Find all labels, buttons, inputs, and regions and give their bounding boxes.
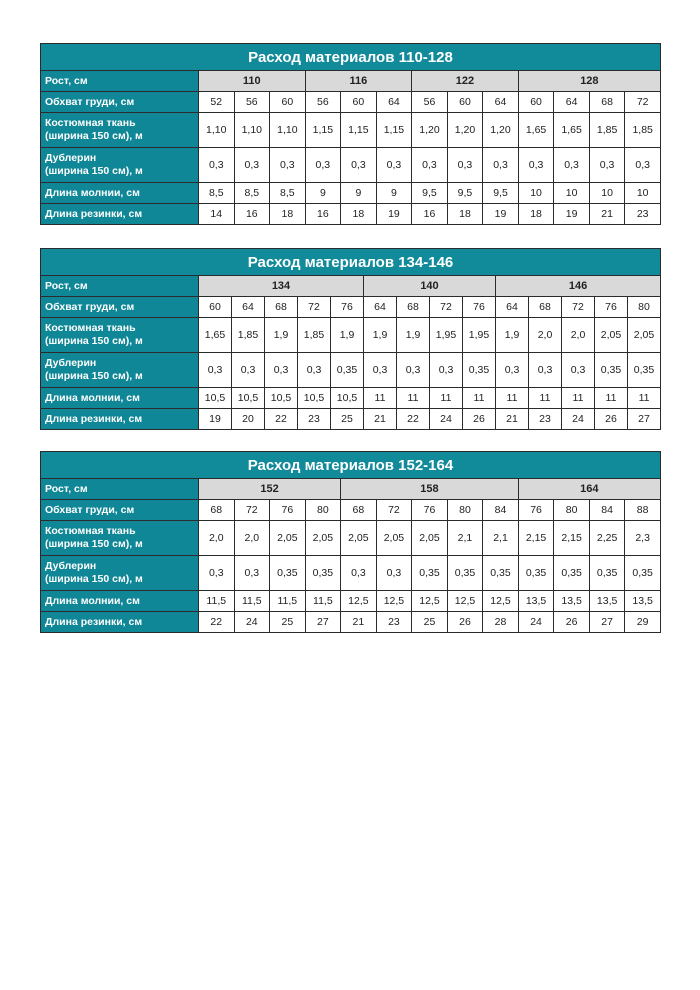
value-cell-elastic: 21 — [364, 409, 397, 430]
value-cell-chest: 64 — [376, 92, 412, 113]
row-label-text: Длина резинки, см — [45, 615, 143, 628]
row-label-chest — [41, 297, 199, 318]
value-cell-fabric: 1,85 — [232, 318, 265, 353]
value-cell-interlining: 0,3 — [364, 353, 397, 388]
value-cell-fabric: 1,85 — [589, 113, 625, 148]
value-cell-fabric: 2,15 — [518, 521, 554, 556]
value-cell-chest: 76 — [412, 500, 448, 521]
value-cell-zipper: 9 — [376, 183, 412, 204]
value-cell-chest: 72 — [376, 500, 412, 521]
row-label-text: Костюмная ткань — [45, 117, 136, 129]
value-cell-chest: 64 — [364, 297, 397, 318]
row-label-elastic — [41, 204, 199, 225]
value-cell-fabric: 1,9 — [331, 318, 364, 353]
value-cell-elastic: 16 — [412, 204, 448, 225]
value-cell-chest: 72 — [430, 297, 463, 318]
table-row — [41, 500, 661, 521]
table-row — [41, 521, 661, 556]
value-cell-chest: 76 — [270, 500, 306, 521]
row-label-text: Костюмная ткань — [45, 322, 136, 334]
value-cell-chest: 76 — [463, 297, 496, 318]
value-cell-zipper: 11,5 — [234, 591, 270, 612]
height-cell: 122 — [412, 71, 519, 92]
value-cell-interlining: 0,35 — [305, 556, 341, 591]
row-label-text: (ширина 150 см), м — [45, 130, 143, 142]
value-cell-fabric: 1,65 — [199, 318, 232, 353]
value-cell-zipper: 8,5 — [199, 183, 235, 204]
table-row — [41, 113, 661, 148]
value-cell-fabric: 1,15 — [341, 113, 377, 148]
value-cell-zipper: 9,5 — [483, 183, 519, 204]
table-row — [41, 148, 661, 183]
value-cell-fabric: 2,05 — [628, 318, 661, 353]
row-label-text: Дублерин — [45, 152, 97, 164]
value-cell-chest: 72 — [298, 297, 331, 318]
value-cell-elastic: 29 — [625, 612, 661, 633]
row-label-text: (ширина 150 см), м — [45, 538, 143, 550]
value-cell-fabric: 1,15 — [376, 113, 412, 148]
value-cell-interlining: 0,35 — [463, 353, 496, 388]
row-label-height: Рост, см — [41, 479, 199, 500]
value-cell-chest: 68 — [589, 92, 625, 113]
value-cell-fabric: 1,85 — [298, 318, 331, 353]
value-cell-elastic: 18 — [447, 204, 483, 225]
value-cell-chest: 84 — [589, 500, 625, 521]
value-cell-elastic: 27 — [589, 612, 625, 633]
value-cell-elastic: 16 — [234, 204, 270, 225]
value-cell-fabric: 2,05 — [376, 521, 412, 556]
row-label-text: (ширина 150 см), м — [45, 335, 143, 347]
value-cell-zipper: 10,5 — [199, 388, 232, 409]
value-cell-chest: 56 — [305, 92, 341, 113]
value-cell-interlining: 0,35 — [625, 556, 661, 591]
value-cell-fabric: 1,20 — [483, 113, 519, 148]
value-cell-elastic: 16 — [305, 204, 341, 225]
value-cell-elastic: 27 — [305, 612, 341, 633]
value-cell-interlining: 0,3 — [430, 353, 463, 388]
value-cell-elastic: 18 — [518, 204, 554, 225]
row-label-fabric — [41, 521, 199, 556]
height-cell: 140 — [364, 276, 496, 297]
row-label-text: Длина резинки, см — [45, 207, 143, 220]
value-cell-fabric: 2,25 — [589, 521, 625, 556]
value-cell-interlining: 0,3 — [625, 148, 661, 183]
material-table-3 — [40, 451, 661, 633]
value-cell-chest: 76 — [595, 297, 628, 318]
value-cell-zipper: 8,5 — [270, 183, 306, 204]
value-cell-chest: 84 — [483, 500, 519, 521]
value-cell-elastic: 24 — [562, 409, 595, 430]
row-label-zipper — [41, 388, 199, 409]
value-cell-interlining: 0,3 — [518, 148, 554, 183]
value-cell-fabric: 2,05 — [341, 521, 377, 556]
value-cell-chest: 56 — [234, 92, 270, 113]
value-cell-chest: 64 — [496, 297, 529, 318]
value-cell-fabric: 1,10 — [270, 113, 306, 148]
value-cell-fabric: 2,05 — [270, 521, 306, 556]
table-row — [41, 591, 661, 612]
row-label-elastic — [41, 612, 199, 633]
value-cell-zipper: 10 — [518, 183, 554, 204]
value-cell-fabric: 1,9 — [364, 318, 397, 353]
value-cell-interlining: 0,3 — [376, 148, 412, 183]
height-cell: 116 — [305, 71, 412, 92]
value-cell-chest: 60 — [270, 92, 306, 113]
table-row — [41, 353, 661, 388]
value-cell-zipper: 11,5 — [305, 591, 341, 612]
row-label-elastic — [41, 409, 199, 430]
row-label-text: Обхват груди, см — [45, 95, 135, 108]
row-label-text: (ширина 150 см), м — [45, 165, 143, 177]
value-cell-fabric: 2,05 — [305, 521, 341, 556]
row-label-fabric — [41, 318, 199, 353]
table-row — [41, 388, 661, 409]
value-cell-zipper: 10 — [589, 183, 625, 204]
value-cell-zipper: 11 — [562, 388, 595, 409]
value-cell-chest: 68 — [397, 297, 430, 318]
height-cell: 110 — [199, 71, 306, 92]
value-cell-chest: 64 — [232, 297, 265, 318]
value-cell-elastic: 26 — [463, 409, 496, 430]
value-cell-elastic: 22 — [265, 409, 298, 430]
value-cell-interlining: 0,35 — [331, 353, 364, 388]
row-label-text: Длина резинки, см — [45, 412, 143, 425]
value-cell-interlining: 0,3 — [234, 148, 270, 183]
value-cell-fabric: 1,15 — [305, 113, 341, 148]
value-cell-zipper: 12,5 — [376, 591, 412, 612]
value-cell-zipper: 9,5 — [447, 183, 483, 204]
value-cell-fabric: 2,0 — [234, 521, 270, 556]
value-cell-zipper: 11 — [595, 388, 628, 409]
value-cell-elastic: 19 — [199, 409, 232, 430]
table-title: Расход материалов 110-128 — [41, 44, 661, 71]
value-cell-elastic: 23 — [376, 612, 412, 633]
value-cell-interlining: 0,35 — [518, 556, 554, 591]
value-cell-zipper: 10 — [554, 183, 590, 204]
value-cell-interlining: 0,3 — [305, 148, 341, 183]
table-row — [41, 183, 661, 204]
value-cell-fabric: 1,9 — [397, 318, 430, 353]
height-cell: 152 — [199, 479, 341, 500]
value-cell-elastic: 20 — [232, 409, 265, 430]
value-cell-elastic: 28 — [483, 612, 519, 633]
value-cell-zipper: 10,5 — [298, 388, 331, 409]
value-cell-interlining: 0,35 — [412, 556, 448, 591]
value-cell-chest: 88 — [625, 500, 661, 521]
value-cell-interlining: 0,3 — [562, 353, 595, 388]
value-cell-interlining: 0,3 — [589, 148, 625, 183]
row-label-chest — [41, 500, 199, 521]
material-table-2 — [40, 248, 661, 430]
value-cell-elastic: 18 — [341, 204, 377, 225]
value-cell-chest: 72 — [234, 500, 270, 521]
value-cell-interlining: 0,35 — [447, 556, 483, 591]
value-cell-fabric: 1,95 — [430, 318, 463, 353]
value-cell-interlining: 0,35 — [270, 556, 306, 591]
value-cell-fabric: 2,0 — [199, 521, 235, 556]
value-cell-zipper: 10,5 — [331, 388, 364, 409]
value-cell-interlining: 0,3 — [483, 148, 519, 183]
value-cell-zipper: 8,5 — [234, 183, 270, 204]
row-label-interlining — [41, 148, 199, 183]
value-cell-zipper: 12,5 — [447, 591, 483, 612]
value-cell-fabric: 2,0 — [562, 318, 595, 353]
value-cell-interlining: 0,3 — [376, 556, 412, 591]
value-cell-interlining: 0,3 — [341, 148, 377, 183]
row-label-height: Рост, см — [41, 71, 199, 92]
value-cell-interlining: 0,3 — [496, 353, 529, 388]
value-cell-elastic: 21 — [341, 612, 377, 633]
value-cell-chest: 52 — [199, 92, 235, 113]
value-cell-chest: 60 — [199, 297, 232, 318]
value-cell-elastic: 24 — [518, 612, 554, 633]
value-cell-elastic: 25 — [412, 612, 448, 633]
value-cell-zipper: 13,5 — [589, 591, 625, 612]
row-label-chest — [41, 92, 199, 113]
value-cell-interlining: 0,3 — [270, 148, 306, 183]
value-cell-zipper: 12,5 — [412, 591, 448, 612]
value-cell-elastic: 14 — [199, 204, 235, 225]
row-label-text: (ширина 150 см), м — [45, 573, 143, 585]
value-cell-interlining: 0,3 — [412, 148, 448, 183]
value-cell-chest: 56 — [412, 92, 448, 113]
value-cell-chest: 60 — [447, 92, 483, 113]
row-label-text: Обхват груди, см — [45, 503, 135, 516]
value-cell-fabric: 1,85 — [625, 113, 661, 148]
value-cell-elastic: 25 — [331, 409, 364, 430]
value-cell-elastic: 26 — [595, 409, 628, 430]
value-cell-fabric: 1,95 — [463, 318, 496, 353]
value-cell-zipper: 9,5 — [412, 183, 448, 204]
table-row — [41, 297, 661, 318]
height-cell: 164 — [518, 479, 660, 500]
value-cell-zipper: 9 — [305, 183, 341, 204]
value-cell-interlining: 0,3 — [397, 353, 430, 388]
value-cell-zipper: 11 — [529, 388, 562, 409]
value-cell-interlining: 0,35 — [628, 353, 661, 388]
value-cell-fabric: 1,9 — [496, 318, 529, 353]
table-row — [41, 92, 661, 113]
row-label-text: Длина молнии, см — [45, 391, 140, 404]
row-label-text: Костюмная ткань — [45, 525, 136, 537]
table-title: Расход материалов 152-164 — [41, 452, 661, 479]
row-label-text: Обхват груди, см — [45, 300, 135, 313]
height-cell: 134 — [199, 276, 364, 297]
value-cell-interlining: 0,3 — [529, 353, 562, 388]
value-cell-fabric: 1,10 — [199, 113, 235, 148]
row-label-text: (ширина 150 см), м — [45, 370, 143, 382]
value-cell-zipper: 11,5 — [199, 591, 235, 612]
value-cell-interlining: 0,3 — [447, 148, 483, 183]
value-cell-chest: 80 — [447, 500, 483, 521]
value-cell-zipper: 11,5 — [270, 591, 306, 612]
value-cell-elastic: 22 — [397, 409, 430, 430]
value-cell-chest: 60 — [518, 92, 554, 113]
value-cell-zipper: 13,5 — [554, 591, 590, 612]
row-label-fabric — [41, 113, 199, 148]
value-cell-fabric: 1,65 — [554, 113, 590, 148]
value-cell-chest: 64 — [554, 92, 590, 113]
value-cell-chest: 68 — [265, 297, 298, 318]
table-row — [41, 409, 661, 430]
value-cell-fabric: 2,05 — [412, 521, 448, 556]
value-cell-fabric: 2,1 — [447, 521, 483, 556]
value-cell-fabric: 2,15 — [554, 521, 590, 556]
table-row — [41, 612, 661, 633]
value-cell-interlining: 0,35 — [589, 556, 625, 591]
row-label-interlining — [41, 556, 199, 591]
value-cell-fabric: 1,20 — [447, 113, 483, 148]
value-cell-zipper: 12,5 — [483, 591, 519, 612]
value-cell-chest: 80 — [554, 500, 590, 521]
value-cell-fabric: 2,3 — [625, 521, 661, 556]
value-cell-zipper: 11 — [364, 388, 397, 409]
value-cell-elastic: 27 — [628, 409, 661, 430]
value-cell-chest: 72 — [562, 297, 595, 318]
value-cell-fabric: 1,10 — [234, 113, 270, 148]
row-label-text: Длина молнии, см — [45, 594, 140, 607]
value-cell-elastic: 23 — [298, 409, 331, 430]
height-cell: 128 — [518, 71, 660, 92]
value-cell-fabric: 2,1 — [483, 521, 519, 556]
table-title: Расход материалов 134-146 — [41, 249, 661, 276]
value-cell-elastic: 24 — [430, 409, 463, 430]
value-cell-elastic: 22 — [199, 612, 235, 633]
value-cell-interlining: 0,3 — [232, 353, 265, 388]
value-cell-chest: 68 — [529, 297, 562, 318]
row-label-height: Рост, см — [41, 276, 199, 297]
value-cell-zipper: 11 — [397, 388, 430, 409]
value-cell-fabric: 2,0 — [529, 318, 562, 353]
row-label-text: Дублерин — [45, 357, 97, 369]
value-cell-interlining: 0,35 — [483, 556, 519, 591]
row-label-interlining — [41, 353, 199, 388]
value-cell-elastic: 23 — [625, 204, 661, 225]
value-cell-elastic: 19 — [483, 204, 519, 225]
value-cell-chest: 76 — [518, 500, 554, 521]
row-label-zipper — [41, 591, 199, 612]
value-cell-chest: 80 — [305, 500, 341, 521]
value-cell-chest: 68 — [199, 500, 235, 521]
value-cell-interlining: 0,35 — [554, 556, 590, 591]
value-cell-elastic: 23 — [529, 409, 562, 430]
value-cell-interlining: 0,3 — [265, 353, 298, 388]
value-cell-chest: 60 — [341, 92, 377, 113]
value-cell-elastic: 18 — [270, 204, 306, 225]
value-cell-zipper: 10,5 — [232, 388, 265, 409]
value-cell-fabric: 1,65 — [518, 113, 554, 148]
value-cell-interlining: 0,3 — [199, 148, 235, 183]
table-row — [41, 318, 661, 353]
value-cell-chest: 80 — [628, 297, 661, 318]
value-cell-fabric: 2,05 — [595, 318, 628, 353]
row-label-text: Дублерин — [45, 560, 97, 572]
value-cell-elastic: 26 — [554, 612, 590, 633]
value-cell-interlining: 0,3 — [298, 353, 331, 388]
value-cell-fabric: 1,9 — [265, 318, 298, 353]
value-cell-fabric: 1,20 — [412, 113, 448, 148]
value-cell-interlining: 0,35 — [595, 353, 628, 388]
value-cell-elastic: 19 — [554, 204, 590, 225]
value-cell-zipper: 11 — [463, 388, 496, 409]
row-label-text: Длина молнии, см — [45, 186, 140, 199]
height-cell: 158 — [341, 479, 519, 500]
material-table-1 — [40, 43, 661, 225]
value-cell-chest: 72 — [625, 92, 661, 113]
value-cell-interlining: 0,3 — [199, 556, 235, 591]
value-cell-zipper: 9 — [341, 183, 377, 204]
value-cell-elastic: 21 — [496, 409, 529, 430]
value-cell-zipper: 13,5 — [518, 591, 554, 612]
value-cell-interlining: 0,3 — [341, 556, 377, 591]
value-cell-interlining: 0,3 — [554, 148, 590, 183]
value-cell-zipper: 10 — [625, 183, 661, 204]
row-label-zipper — [41, 183, 199, 204]
value-cell-elastic: 19 — [376, 204, 412, 225]
table-row — [41, 204, 661, 225]
value-cell-elastic: 21 — [589, 204, 625, 225]
height-cell: 146 — [496, 276, 661, 297]
value-cell-zipper: 10,5 — [265, 388, 298, 409]
table-row — [41, 556, 661, 591]
value-cell-chest: 68 — [341, 500, 377, 521]
value-cell-zipper: 11 — [430, 388, 463, 409]
value-cell-chest: 64 — [483, 92, 519, 113]
value-cell-elastic: 26 — [447, 612, 483, 633]
value-cell-zipper: 13,5 — [625, 591, 661, 612]
value-cell-chest: 76 — [331, 297, 364, 318]
value-cell-interlining: 0,3 — [234, 556, 270, 591]
value-cell-zipper: 12,5 — [341, 591, 377, 612]
value-cell-zipper: 11 — [496, 388, 529, 409]
value-cell-elastic: 25 — [270, 612, 306, 633]
value-cell-interlining: 0,3 — [199, 353, 232, 388]
value-cell-elastic: 24 — [234, 612, 270, 633]
value-cell-zipper: 11 — [628, 388, 661, 409]
